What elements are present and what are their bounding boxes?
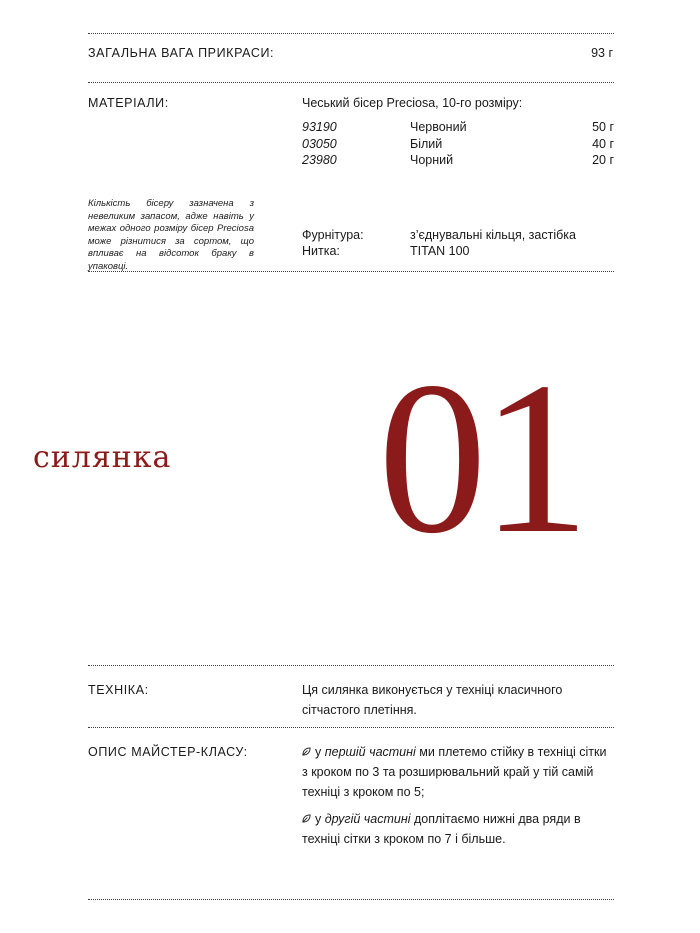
- section-number: 01: [378, 338, 584, 579]
- bead-color: Червоний: [410, 120, 467, 134]
- item-text: доплітаємо нижні два ряди в техніці сітки з кроком по 7 і більше.: [302, 812, 581, 846]
- list-item: [302, 119, 614, 136]
- description-item: [302, 809, 614, 849]
- bead-code: 03050: [302, 137, 337, 151]
- leaf-icon: [302, 747, 311, 756]
- bead-amount: 20 г: [592, 153, 614, 167]
- item-prefix: у: [315, 745, 325, 759]
- thread-label: Нитка:: [302, 244, 340, 258]
- bead-amount: 50 г: [592, 120, 614, 134]
- section-title: силянка: [33, 440, 172, 475]
- item-text: ми плетемо стійку в техніці сітки з кроком по 3 та розширювальний край у тій самій техніці з кроком по 5;: [302, 745, 607, 799]
- item-prefix: у: [315, 812, 325, 826]
- weight-label: ЗАГАЛЬНА ВАГА ПРИКРАСИ:: [88, 46, 275, 60]
- list-item: [302, 136, 614, 152]
- materials-note: Кількість бісеру зазначена з невеликим запасом, адже навіть у межах одного розміру бісер Preciosa може різнитися за сортом, що впливає на відсоток браку в упаковці.: [88, 198, 254, 272]
- divider: [88, 82, 614, 83]
- divider: [88, 665, 614, 666]
- divider: [88, 899, 614, 900]
- bead-amount: 40 г: [592, 137, 614, 151]
- item-emphasis: другій частині: [324, 812, 411, 826]
- description-item: [302, 742, 614, 802]
- leaf-icon: [302, 814, 311, 823]
- fittings-value: з’єднувальні кільця, застібка: [410, 228, 576, 242]
- materials-label: МАТЕРІАЛИ:: [88, 96, 169, 110]
- thread-value: TITAN 100: [410, 244, 470, 258]
- materials-heading: Чеський бісер Preciosa, 10-го розміру:: [302, 96, 523, 110]
- divider: [88, 727, 614, 728]
- bead-color: Чорний: [410, 153, 454, 167]
- fittings-label: Фурнітура:: [302, 228, 364, 242]
- technique-text: Ця силянка виконується у техніці класичного сітчастого плетіння.: [302, 683, 563, 717]
- technique-label: ТЕХНІКА:: [88, 683, 149, 697]
- bead-color: Білий: [410, 137, 443, 151]
- bead-code: 93190: [302, 120, 337, 134]
- description-label: ОПИС МАЙСТЕР-КЛАСУ:: [88, 745, 248, 759]
- divider: [88, 33, 614, 34]
- bead-list: [302, 119, 614, 169]
- weight-value: 93 г: [591, 46, 613, 60]
- item-emphasis: першій частині: [324, 745, 416, 759]
- bead-code: 23980: [302, 153, 337, 167]
- list-item: [302, 152, 614, 169]
